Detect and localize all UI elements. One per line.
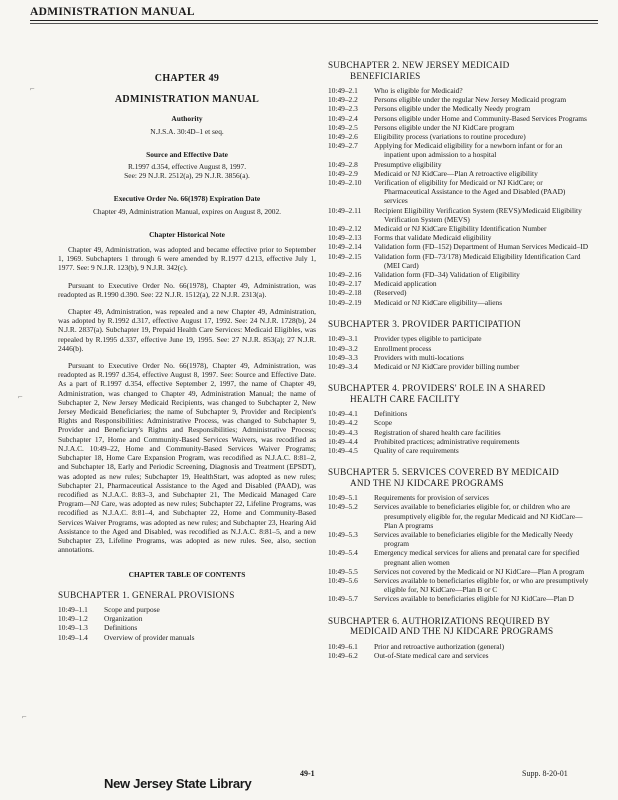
section-number: 10:49–5.3	[328, 530, 358, 540]
section-entry	[328, 548, 590, 566]
section-number: 10:49–6.2	[328, 650, 358, 660]
section-number: 10:49–2.3	[328, 104, 358, 114]
section-entry	[328, 252, 590, 270]
section-number: 10:49–3.3	[328, 352, 358, 362]
subchapter-1-list	[58, 605, 316, 642]
section-number: 10:49–2.12	[328, 224, 362, 234]
source-line-1: R.1997 d.354, effective August 8, 1997.	[127, 162, 247, 172]
subchapter-2-title: SUBCHAPTER 2. NEW JERSEY MEDICAID BENEFICIARIES	[328, 60, 510, 81]
margin-mark: ⌐	[22, 712, 27, 721]
subchapter-2-list	[328, 86, 590, 307]
section-entry	[328, 418, 590, 427]
section-entry	[328, 567, 590, 576]
section-title: Recipient Eligibility Verification System (REVS)/Medicaid Eligibility Verification System (MEVS)	[374, 205, 582, 224]
section-number: 10:49–2.4	[328, 113, 358, 123]
section-entry	[328, 132, 590, 141]
section-number: 10:49–2.7	[328, 141, 358, 151]
section-title: Persons eligible under Home and Community-Based Services Programs	[374, 113, 587, 123]
section-number: 10:49–5.7	[328, 594, 358, 604]
history-paragraph: Pursuant to Executive Order No. 66(1978), Chapter 49, Administration, was readopted as R.1990 d.390. See: 22 N.J.R. 1512(a), 22 N.J.R. 2313(a).	[58, 280, 316, 299]
section-number: 10:49–2.17	[328, 279, 362, 289]
section-number: 10:49–2.9	[328, 168, 358, 178]
section-number: 10:49–5.5	[328, 566, 358, 576]
subchapter-4-title: SUBCHAPTER 4. PROVIDERS' ROLE IN A SHARED HEALTH CARE FACILITY	[328, 383, 546, 404]
section-number: 10:49–2.1	[328, 86, 358, 95]
section-number: 10:49–5.4	[328, 548, 358, 558]
section-entry	[328, 502, 590, 530]
subchapter-6-title: SUBCHAPTER 6. AUTHORIZATIONS REQUIRED BY MEDICAID AND THE NJ KIDCARE PROGRAMS	[328, 615, 554, 637]
section-entry	[328, 206, 590, 224]
section-number: 10:49–1.4	[58, 632, 88, 642]
section-title: Services available to beneficiaries eligible for NJ KidCare—Plan D	[374, 594, 574, 604]
subchapter-3-list	[328, 334, 590, 371]
left-column	[58, 60, 316, 654]
subchapter-4-list	[328, 409, 590, 455]
section-number: 10:49–2.13	[328, 233, 362, 243]
section-entry	[58, 614, 316, 623]
section-entry	[328, 353, 590, 362]
section-number: 10:49–5.1	[328, 493, 358, 503]
subchapter-5-title: SUBCHAPTER 5. SERVICES COVERED BY MEDICAID AND THE NJ KIDCARE PROGRAMS	[328, 467, 559, 488]
section-title: Scope	[374, 418, 393, 428]
section-title: Services not covered by the Medicaid or NJ KidCare—Plan A program	[374, 566, 585, 576]
header-rule	[30, 20, 598, 21]
section-title: Validation form (FD–73/178) Medicaid Eligibility Identification Card (MEI Card)	[374, 251, 581, 270]
section-title: Quality of care requirements	[374, 446, 459, 455]
section-title: Enrollment process	[374, 343, 432, 353]
subchapter-1-title: SUBCHAPTER 1. GENERAL PROVISIONS	[58, 589, 235, 600]
section-title: Overview of provider manuals	[104, 632, 195, 642]
section-number: 10:49–1.1	[58, 605, 88, 615]
exec-order-text: Chapter 49, Administration Manual, expires on August 8, 2002.	[92, 206, 282, 216]
authority-text: N.J.S.A. 30:4D–1 et seq.	[150, 126, 224, 136]
chapter-title: ADMINISTRATION MANUAL	[114, 94, 260, 106]
section-title: Medicaid application	[374, 279, 437, 289]
section-number: 10:49–2.10	[328, 178, 362, 188]
history-paragraph: Chapter 49, Administration, was repealed and a new Chapter 49, Administration, was adopted by R.1992 d.317, effective August 17, 1992. See: 24 N.J.R. 1728(b), 24 N.J.R. 2837(a). Subchapter 19, Prepaid Health Care Services: Medicaid Eligibles, was repealed by R.1995 d.337, effective June 19, 1995. See: 27 N.J.R. 853(a); 27 N.J.R. 2446(b).	[58, 307, 316, 353]
section-number: 10:49–4.4	[328, 436, 358, 446]
section-entry	[328, 224, 590, 233]
section-number: 10:49–2.6	[328, 132, 358, 142]
section-title: Medicaid or NJ KidCare Eligibility Identification Number	[374, 224, 547, 234]
section-title: Validation form (FD–152) Department of Human Services Medicaid–ID	[374, 242, 589, 252]
section-number: 10:49–2.14	[328, 242, 362, 252]
section-entry	[328, 86, 590, 95]
section-number: 10:49–2.8	[328, 159, 358, 169]
margin-mark: ⌐	[18, 392, 23, 401]
section-number: 10:49–1.2	[58, 614, 88, 624]
section-number: 10:49–2.2	[328, 95, 358, 105]
page-number: 49-1	[300, 769, 315, 778]
section-title: (Reserved)	[374, 288, 407, 298]
section-entry	[328, 169, 590, 178]
section-title: Medicaid or NJ KidCare provider billing number	[374, 361, 520, 371]
section-entry	[328, 446, 590, 455]
section-title: Registration of shared health care facilities	[374, 427, 501, 437]
section-entry	[328, 104, 590, 113]
source-line-2: See: 29 N.J.R. 2512(a), 29 N.J.R. 3856(a).	[124, 171, 250, 181]
section-number: 10:49–2.5	[328, 122, 358, 132]
section-entry	[328, 288, 590, 297]
section-number: 10:49–5.2	[328, 502, 358, 512]
subchapter-6-list	[328, 642, 590, 660]
source-heading: Source and Effective Date	[146, 149, 228, 159]
margin-mark: ⌐	[30, 84, 35, 93]
toc-title: CHAPTER TABLE OF CONTENTS	[128, 570, 246, 580]
section-entry	[328, 242, 590, 251]
section-entry	[328, 493, 590, 502]
section-entry	[328, 576, 590, 594]
section-entry	[328, 594, 590, 603]
section-title: Presumptive eligibility	[374, 159, 442, 169]
header-rule-thin	[30, 23, 598, 24]
section-entry	[328, 95, 590, 104]
history-paragraph: Pursuant to Executive Order No. 66(1978), Chapter 49, Administration, was readopted as R.1997 d.354, effective August 8, 1997. See: Source and Effective Date. As a part of R.1997 d.354, effective September 2, 1997, the name of Chapter 49, Administration, was changed to Chapter 49, Administration Manual; the name of Subchapter 2, New Jersey Medicaid Recipients, was changed to Subchapter 2, New Jersey Medicaid Beneficiaries; the name of Subchapter 9, Provider and Recipient's Rights and Responsibilities: Administrative Process, was changed to Subchapter 9, Provider and Beneficiary's Rights and Responsibilities; Administrative Process; Subchapter 17, Home and Community-Based Services Waivers, was recodified as N.J.A.C. 10:49–22, Home and Community-Based Services Waiver Programs; Subchapter 18, Home Care Expansion Program, was recodified as N.J.A.C. 8:81–2, and Subchapter 18, Early and Periodic Screening, Diagnosis and Treatment (EPSDT), was adopted as new rules; Subchapter 19, HealthStart, was adopted as new rules; Subchapter 21, Pharmaceutical Assistance to the Aged and Disabled (PAAD), was recodified as N.J.A.C. 8:83–3, and Subchapter 21, The Medicaid Managed Care Program—NJ Care, was adopted as new rules; Subchapter 22, Lifeline Programs, was recodified as N.J.A.C. 8:81–4, and Subchapter 22, Home and Community-Based Services Waiver Programs, was adopted as new rules; and Subchapter 23, Hearing Aid Assistance to the Aged and Disabled, was recodified as N.J.A.C. 8:81–5, and a new Subchapter 23, Lifeline Programs, was adopted as new rules. See, also, section annotations.	[58, 361, 316, 555]
section-entry	[328, 270, 590, 279]
section-entry	[328, 233, 590, 242]
section-title: Persons eligible under the regular New Jersey Medicaid program	[374, 95, 567, 105]
section-title: Verification of eligibility for Medicaid or NJ KidCare; or Pharmaceutical Assistance to the Aged and Disabled (PAAD) services	[374, 178, 566, 206]
section-number: 10:49–4.5	[328, 446, 358, 455]
section-entry	[58, 623, 316, 632]
section-title: Requirements for provision of services	[374, 493, 489, 503]
section-title: Services available to beneficiaries eligible for, or children who are presumptively eligible for, the regular Medicaid and NJ KidCare—Plan A programs	[374, 502, 583, 530]
supplement-date: Supp. 8-20-01	[522, 769, 568, 778]
section-title: Emergency medical services for aliens and prenatal care for specified pregnant alien women	[374, 548, 580, 567]
section-number: 10:49–3.2	[328, 343, 358, 353]
section-number: 10:49–2.18	[328, 288, 362, 298]
section-title: Persons eligible under the Medically Needy program	[374, 104, 531, 114]
authority-heading: Authority	[171, 114, 203, 124]
section-title: Services available to beneficiaries eligible for the Medically Needy program	[374, 530, 574, 549]
section-entry	[328, 178, 590, 206]
section-number: 10:49–3.4	[328, 361, 358, 371]
history-heading: Chapter Historical Note	[149, 229, 225, 239]
section-title: Services available to beneficiaries eligible for, or who are presumptively eligible for, NJ KidCare—Plan B or C	[374, 576, 589, 595]
section-number: 10:49–2.11	[328, 205, 362, 215]
section-entry	[328, 409, 590, 418]
section-entry	[328, 279, 590, 288]
section-title: Eligibility process (variations to routine procedure)	[374, 132, 526, 142]
section-title: Scope and purpose	[104, 605, 160, 615]
subchapter-5-list	[328, 493, 590, 603]
history-paragraph: Chapter 49, Administration, was adopted and became effective prior to September 1, 1969. Subchapters 1 through 6 were amended by R.1977 d.213, effective July 1, 1977. See: 9 N.J.R. 123(b), 9 N.J.R. 342(c).	[58, 245, 316, 273]
running-header: ADMINISTRATION MANUAL	[30, 6, 195, 18]
chapter-number: CHAPTER 49	[154, 73, 220, 84]
section-entry	[328, 344, 590, 353]
section-entry	[328, 428, 590, 437]
section-number: 10:49–1.3	[58, 623, 88, 633]
section-title: Who is eligible for Medicaid?	[374, 86, 463, 95]
section-title: Out-of-State medical care and services	[374, 650, 489, 660]
section-title: Medicaid or NJ KidCare eligibility—aliens	[374, 297, 503, 307]
section-entry	[328, 141, 590, 159]
section-title: Providers with multi-locations	[374, 352, 464, 362]
section-title: Prohibited practices; administrative requirements	[374, 436, 520, 446]
section-entry	[328, 362, 590, 371]
section-title: Validation form (FD–34) Validation of Eligibility	[374, 270, 520, 280]
section-entry	[328, 114, 590, 123]
section-number: 10:49–6.1	[328, 641, 358, 651]
section-number: 10:49–5.6	[328, 576, 358, 586]
section-title: Persons eligible under the NJ KidCare program	[374, 122, 515, 132]
section-entry	[328, 334, 590, 343]
library-watermark: New Jersey State Library	[104, 776, 252, 791]
section-number: 10:49–2.19	[328, 297, 362, 307]
section-entry	[328, 651, 590, 660]
section-entry	[328, 298, 590, 307]
section-title: Prior and retroactive authorization (general)	[374, 641, 505, 651]
section-entry	[328, 437, 590, 446]
section-number: 10:49–3.1	[328, 334, 358, 344]
section-number: 10:49–4.1	[328, 409, 358, 419]
right-column	[328, 60, 590, 672]
section-number: 10:49–2.16	[328, 270, 362, 280]
section-entry	[328, 160, 590, 169]
section-number: 10:49–4.2	[328, 418, 358, 428]
section-entry	[328, 642, 590, 651]
section-title: Definitions	[374, 409, 408, 419]
section-title: Provider types eligible to participate	[374, 334, 482, 344]
section-number: 10:49–2.15	[328, 251, 362, 261]
section-title: Medicaid or NJ KidCare—Plan A retroactive eligibility	[374, 168, 538, 178]
section-entry	[328, 123, 590, 132]
subchapter-3-title: SUBCHAPTER 3. PROVIDER PARTICIPATION	[328, 318, 521, 329]
exec-order-heading: Executive Order No. 66(1978) Expiration Date	[113, 194, 261, 204]
section-entry	[328, 530, 590, 548]
section-title: Applying for Medicaid eligibility for a newborn infant or for an inpatient upon admission to a hospital	[374, 141, 563, 160]
section-title: Organization	[104, 614, 143, 624]
section-title: Definitions	[104, 623, 138, 633]
section-title: Forms that validate Medicaid eligibility	[374, 233, 492, 243]
section-number: 10:49–4.3	[328, 427, 358, 437]
section-entry	[58, 605, 316, 614]
section-entry	[58, 633, 316, 642]
